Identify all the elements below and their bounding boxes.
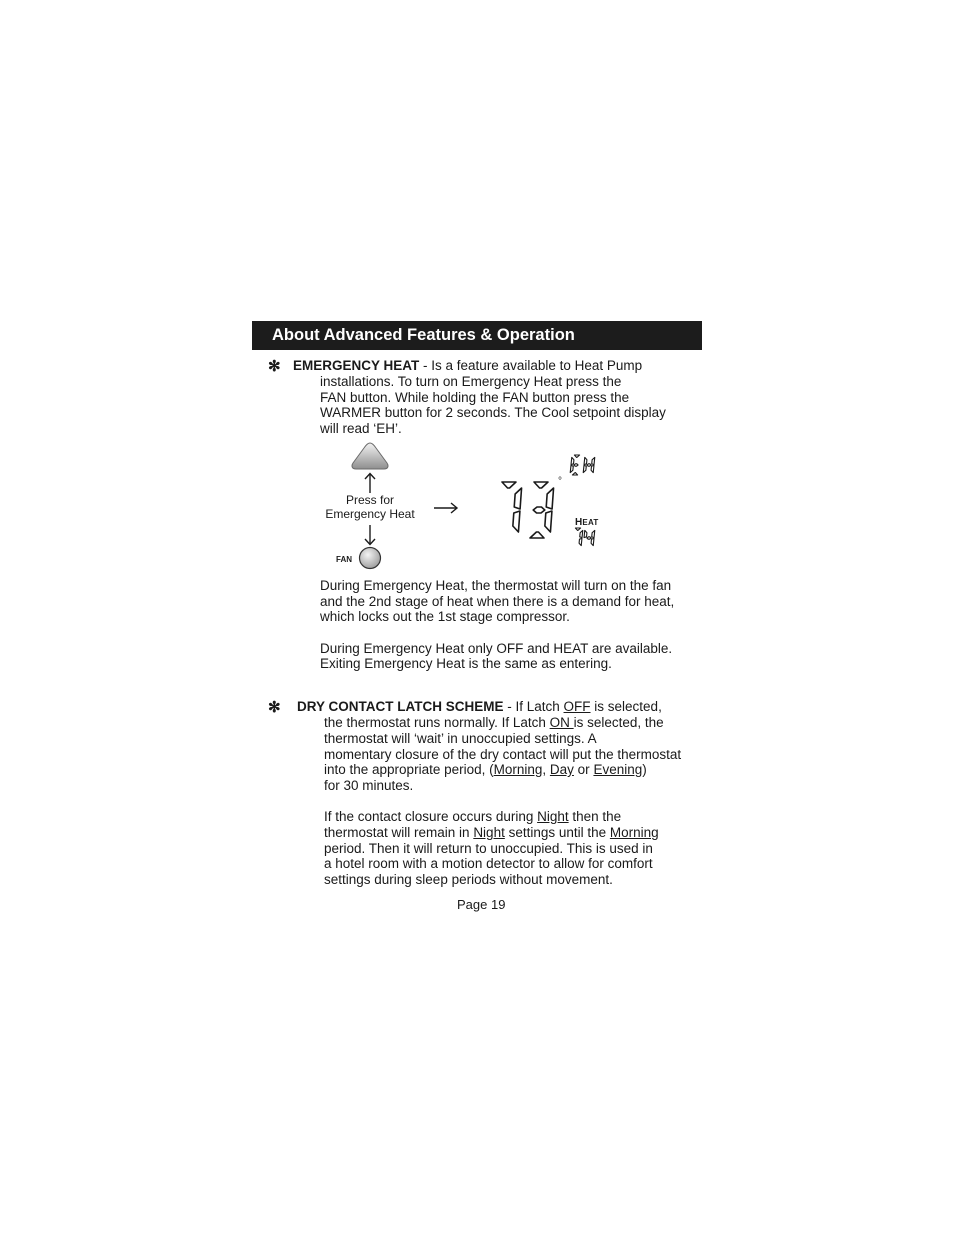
dry-text: into the appropriate period, ( <box>324 762 494 777</box>
emergency-heat-heading: EMERGENCY HEAT <box>293 358 420 373</box>
lcd-segment <box>533 507 545 513</box>
lcd-cool-setpoint <box>570 455 600 479</box>
lcd-segment <box>513 511 520 532</box>
lcd-segment <box>514 488 521 509</box>
bullet-icon: ✻ <box>268 699 281 716</box>
emergency-para3-line-2: Exiting Emergency Heat is the same as entering. <box>320 656 612 671</box>
emergency-heat-line-3: FAN button. While holding the FAN button press the <box>320 390 630 405</box>
dry-text: or <box>573 762 594 777</box>
section-title: About Advanced Features & Operation <box>272 326 575 344</box>
degree-symbol: ° <box>558 476 562 487</box>
emergency-para3-line-1: During Emergency Heat only OFF and HEAT are available. <box>320 641 673 656</box>
lcd-cool-setpoint-digits <box>570 455 595 475</box>
lcd-segment <box>591 538 594 545</box>
morning-term: Morning <box>493 762 543 777</box>
lcd-segment <box>502 482 516 488</box>
warmer-button-icon[interactable] <box>350 441 390 471</box>
lcd-segment <box>592 457 595 464</box>
lcd-heat-setpoint-digits <box>575 528 594 546</box>
dry-para2-line-3: period. Then it will return to unoccupied. This is used in <box>324 841 653 856</box>
lcd-segment <box>591 465 594 472</box>
lcd-segment <box>534 482 548 488</box>
lcd-segment <box>572 473 577 475</box>
dry-text: If the contact closure occurs during <box>324 809 538 824</box>
dry-text: - If Latch <box>503 699 564 714</box>
lcd-segment <box>545 511 552 532</box>
dry-text: thermostat will remain in <box>324 825 474 840</box>
lcd-segment <box>580 530 583 537</box>
lcd-segment <box>575 528 580 530</box>
lcd-segment <box>584 530 587 537</box>
lcd-cool-setpoint-text: EH <box>570 455 572 456</box>
dry-contact-line-2 <box>324 715 664 731</box>
dry-contact-line-6: for 30 minutes. <box>324 778 414 793</box>
arrow-down-icon <box>363 524 377 546</box>
lcd-segment <box>546 488 553 509</box>
lcd-segment <box>574 455 579 457</box>
lcd-segment <box>570 465 573 472</box>
emergency-para2-line-3: which locks out the 1st stage compressor. <box>320 609 570 624</box>
dry-text: is selected, the <box>573 715 664 730</box>
heat-label-rest: EAT <box>582 518 599 527</box>
page-number: Page 19 <box>457 897 506 912</box>
emergency-para2-line-2: and the 2nd stage of heat when there is a demand for heat, <box>320 594 675 609</box>
night-term: Night <box>473 825 505 840</box>
lcd-segment <box>530 532 544 538</box>
fan-button-icon[interactable] <box>358 546 382 570</box>
latch-off-term: OFF <box>563 699 591 714</box>
lcd-main-digits <box>502 482 554 538</box>
press-label-line-2: Emergency Heat <box>325 507 415 521</box>
dry-para2-line-5: settings during sleep periods without movement. <box>324 872 613 887</box>
emergency-para2-line-1: During Emergency Heat, the thermostat will turn on the fan <box>320 578 672 593</box>
lcd-heat-setpoint <box>571 528 601 552</box>
lcd-main-temperature <box>492 482 556 542</box>
lcd-segment <box>592 530 595 537</box>
arrow-up-icon <box>363 472 377 494</box>
dry-text: is selected, <box>590 699 662 714</box>
dry-text: ) <box>642 762 647 777</box>
heat-mode-label <box>575 517 598 528</box>
section-header-bar <box>252 321 702 350</box>
dry-para2-line-2 <box>324 825 659 841</box>
lcd-segment <box>587 464 591 466</box>
emergency-heat-line-4: WARMER button for 2 seconds. The Cool setpoint display <box>320 405 666 420</box>
lcd-segment <box>587 537 591 539</box>
bullet-icon: ✻ <box>268 358 281 375</box>
dry-contact-heading: DRY CONTACT LATCH SCHEME <box>297 699 504 714</box>
lcd-heat-setpoint-text: 74 <box>571 528 573 529</box>
arrow-right-icon <box>433 501 459 515</box>
night-term: Night <box>537 809 569 824</box>
lcd-segment <box>584 457 587 464</box>
dry-text: then the <box>568 809 622 824</box>
heat-label-cap: H <box>575 517 583 528</box>
dry-contact-line-1 <box>297 699 662 715</box>
emergency-heat-line-2: installations. To turn on Emergency Heat press the <box>320 374 622 389</box>
evening-term: Evening <box>593 762 643 777</box>
dry-contact-line-3: thermostat will ‘wait’ in unoccupied settings. A <box>324 731 597 746</box>
dry-para2-line-1 <box>324 809 621 825</box>
press-label-line-1: Press for <box>345 493 394 507</box>
morning-term: Morning <box>609 825 659 840</box>
lcd-segment <box>571 457 574 464</box>
dry-text: the thermostat runs normally. If Latch <box>324 715 550 730</box>
lcd-main-text: 73 <box>492 482 494 483</box>
day-term: Day <box>549 762 574 777</box>
latch-on-term: ON <box>549 715 574 730</box>
dry-text: , <box>542 762 550 777</box>
fan-label: FAN <box>336 555 352 564</box>
emergency-heat-intro: - Is a feature available to Heat Pump <box>419 358 643 373</box>
lcd-segment <box>579 538 582 545</box>
lcd-segment <box>583 465 586 472</box>
dry-para2-line-4: a hotel room with a motion detector to allow for comfort <box>324 856 653 871</box>
emergency-heat-line-5: will read ‘EH’. <box>320 421 402 436</box>
dry-contact-line-4: momentary closure of the dry contact will put the thermostat <box>324 747 682 762</box>
lcd-segment <box>574 464 578 466</box>
emergency-heat-line-1 <box>293 358 642 374</box>
dry-contact-line-5 <box>324 762 647 778</box>
dry-text: settings until the <box>504 825 610 840</box>
